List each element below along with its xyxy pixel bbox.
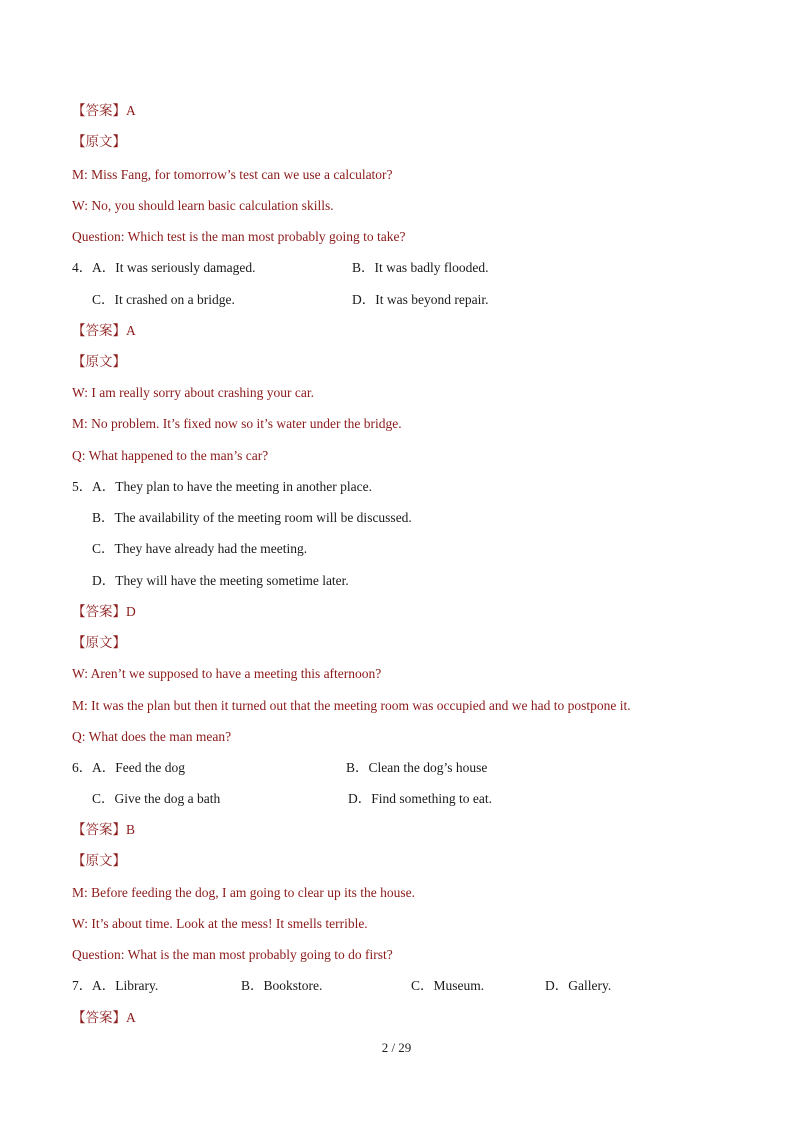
- option-b: B．Bookstore.: [241, 978, 323, 993]
- transcript-label: 【原文】: [72, 853, 126, 868]
- option-d: D．Gallery.: [545, 978, 612, 993]
- transcript-line: Question: What is the man most probably going to do first?: [72, 947, 393, 962]
- option-d: D．It was beyond repair.: [352, 292, 489, 307]
- answer-label: 【答案】A: [72, 1010, 136, 1025]
- option-c: C．They have already had the meeting.: [92, 541, 308, 556]
- option-b: B．Clean the dog’s house: [346, 760, 488, 775]
- transcript-line: Q: What happened to the man’s car?: [72, 448, 269, 463]
- option-d: D．They will have the meeting sometime later.: [92, 573, 349, 588]
- option-c: C．Give the dog a bath: [92, 791, 221, 806]
- transcript-line: M: It was the plan but then it turned out that the meeting room was occupied and we had to postpone it.: [72, 698, 631, 713]
- transcript-label: 【原文】: [72, 134, 126, 149]
- option-d: D．Find something to eat.: [348, 791, 492, 806]
- option-a: A．Library.: [92, 978, 159, 993]
- transcript-line: W: I am really sorry about crashing your car.: [72, 385, 315, 400]
- transcript-line: Q: What does the man mean?: [72, 729, 232, 744]
- transcript-line: Question: Which test is the man most probably going to take?: [72, 229, 406, 244]
- transcript-line: W: Aren’t we supposed to have a meeting this afternoon?: [72, 666, 382, 681]
- option-c: C．It crashed on a bridge.: [92, 292, 235, 307]
- transcript-label: 【原文】: [72, 635, 126, 650]
- question-number: 6．: [72, 760, 93, 775]
- option-a: A．It was seriously damaged.: [92, 260, 256, 275]
- transcript-label: 【原文】: [72, 354, 126, 369]
- transcript-line: M: No problem. It’s fixed now so it’s water under the bridge.: [72, 416, 402, 431]
- option-b: B．The availability of the meeting room will be discussed.: [92, 510, 412, 525]
- answer-label: 【答案】D: [72, 604, 136, 619]
- question-number: 7．: [72, 978, 93, 993]
- transcript-line: W: No, you should learn basic calculation skills.: [72, 198, 334, 213]
- answer-label: 【答案】A: [72, 323, 136, 338]
- question-number: 5．: [72, 479, 93, 494]
- question-number: 4．: [72, 260, 93, 275]
- answer-label: 【答案】B: [72, 822, 136, 837]
- option-a: A．Feed the dog: [92, 760, 185, 775]
- option-b: B．It was badly flooded.: [352, 260, 489, 275]
- answer-label: 【答案】A: [72, 103, 136, 118]
- transcript-line: W: It’s about time. Look at the mess! It smells terrible.: [72, 916, 368, 931]
- page-number: 2 / 29: [381, 1040, 412, 1055]
- transcript-line: M: Miss Fang, for tomorrow’s test can we use a calculator?: [72, 167, 393, 182]
- transcript-line: M: Before feeding the dog, I am going to clear up its the house.: [72, 885, 416, 900]
- option-a: A．They plan to have the meeting in another place.: [92, 479, 373, 494]
- option-c: C．Museum.: [411, 978, 485, 993]
